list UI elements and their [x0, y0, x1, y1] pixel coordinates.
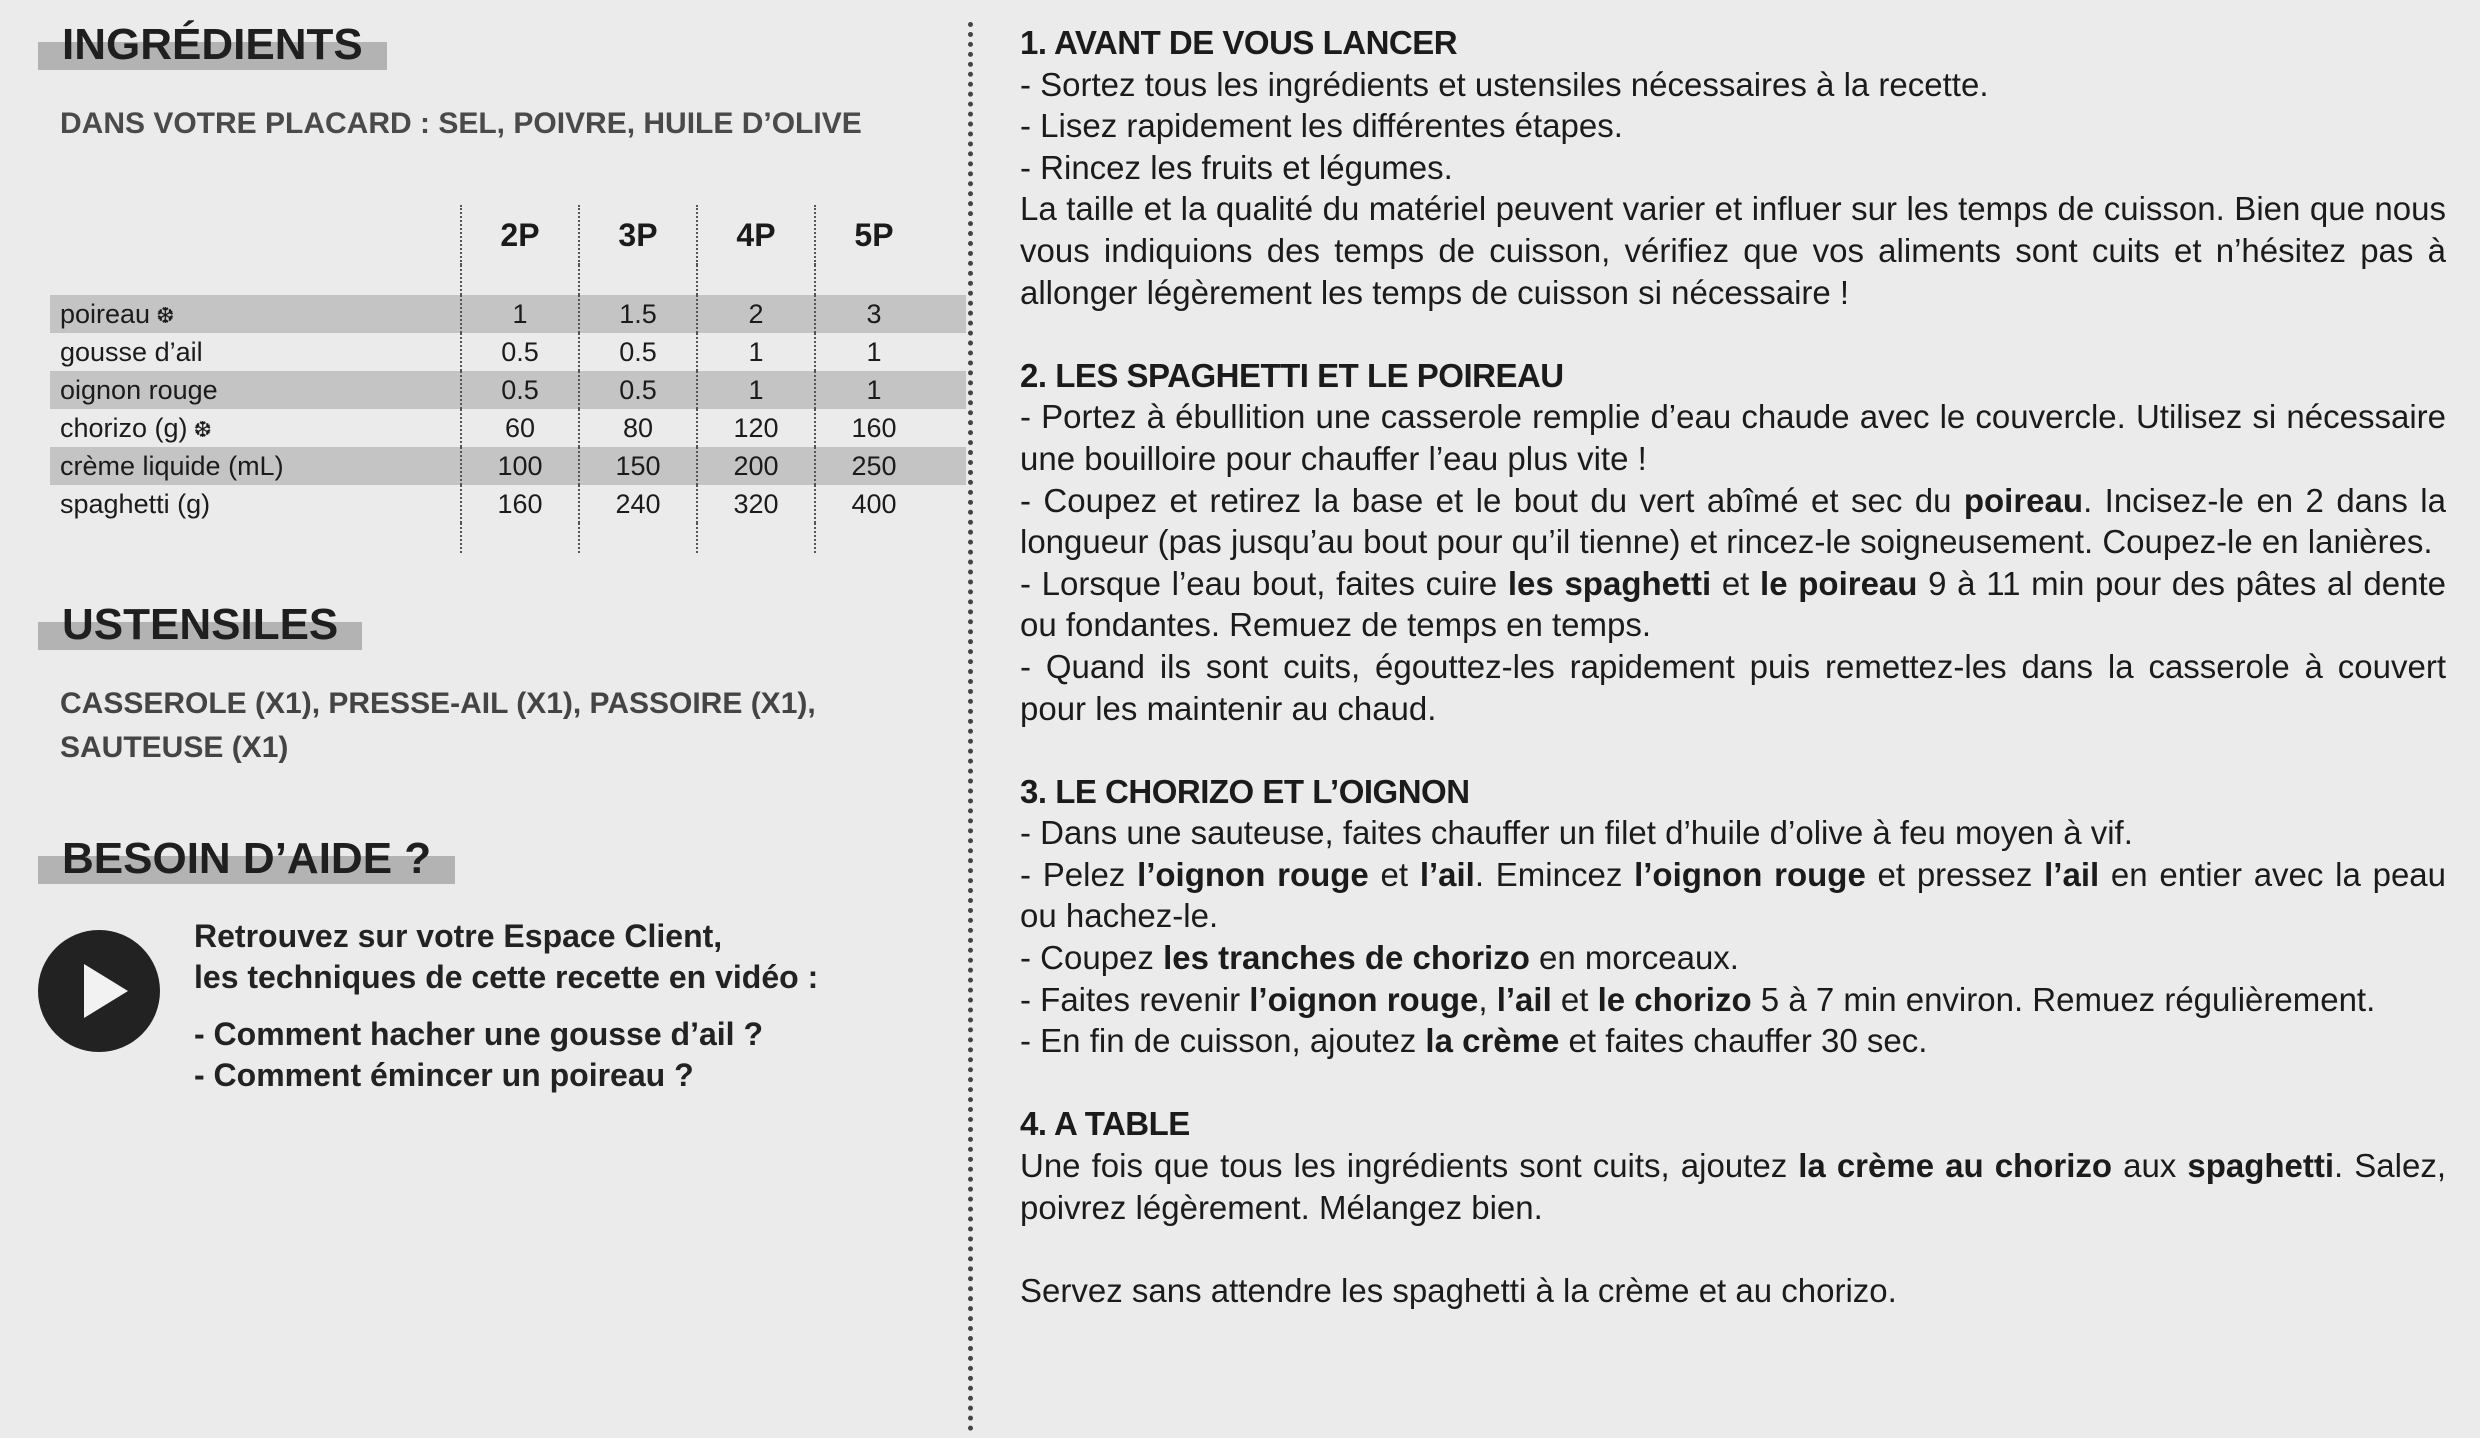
qty-cell: 400	[814, 485, 932, 523]
step-line: Servez sans attendre les spaghetti à la crème et au chorizo.	[1020, 1271, 1897, 1309]
qty-cell: 80	[578, 409, 696, 447]
table-row	[50, 333, 966, 371]
ingredient-name: poireau	[60, 298, 151, 329]
step-line: - Sortez tous les ingrédients et ustensiles nécessaires à la recette.	[1020, 65, 1989, 103]
qty-cell: 160	[460, 485, 578, 523]
table-row	[50, 409, 966, 447]
qty-cell: 250	[814, 447, 932, 485]
qty-cell: 1	[696, 371, 814, 409]
pantry-note: DANS VOTRE PLACARD : SEL, POIVRE, HUILE D’OLIVE	[60, 107, 862, 140]
table-row	[50, 447, 966, 485]
ingredients-heading: INGRÉDIENTS	[38, 18, 387, 72]
qty-cell: 0.5	[460, 371, 578, 409]
step-2-title: 2. LES SPAGHETTI ET LE POIREAU	[1020, 356, 1564, 394]
steps-column	[1020, 22, 2446, 1311]
table-header-row	[50, 205, 966, 265]
table-row	[50, 295, 966, 333]
step-paragraph: La taille et la qualité du matériel peuvent varier et influer sur les temps de cuisson. Bien que nous vous indiquions des temps de cuisson, vérifiez que vos aliments sont cuits et n’hésitez pas à allonger légèrement les temps de cuisson si nécessaire !	[1020, 190, 2446, 311]
step-line: - Lorsque l’eau bout, faites cuire les spaghetti et le poireau 9 à 11 min pour des pâtes al dente ou fondantes. Remuez de temps en temps.	[1020, 564, 2447, 644]
step-line: - Pelez l’oignon rouge et l’ail. Emincez l’oignon rouge et pressez l’ail en entier avec la peau ou hachez-le.	[1020, 855, 2447, 935]
table-row	[50, 485, 966, 523]
qty-cell: 240	[578, 485, 696, 523]
qty-cell: 200	[696, 447, 814, 485]
snowflake-icon: ❆	[156, 302, 175, 328]
step-4-title: 4. A TABLE	[1020, 1105, 1190, 1143]
qty-cell: 3	[814, 295, 932, 333]
video-link-garlic[interactable]: - Comment hacher une gousse d’ail ?	[194, 1016, 763, 1052]
step-line: - Coupez et retirez la base et le bout du vert abîmé et sec du poireau. Incisez-le en 2 dans la longueur (pas jusqu’au bout pour qu’il tienne) et rincez-le soigneusement. Coupez-le en lanières.	[1020, 481, 2446, 561]
qty-cell: 1	[814, 371, 932, 409]
step-1-title: 1. AVANT DE VOUS LANCER	[1020, 24, 1458, 61]
qty-cell: 150	[578, 447, 696, 485]
col-2p: 2P	[460, 205, 578, 265]
qty-cell: 2	[696, 295, 814, 333]
utensils-line: SAUTEUSE (X1)	[60, 731, 289, 764]
table-spacer	[50, 265, 966, 295]
utensils-line: CASSEROLE (X1), PRESSE-AIL (X1), PASSOIRE (X1),	[60, 687, 816, 720]
ingredients-table	[50, 205, 966, 553]
ingredient-name: gousse d’ail	[60, 336, 203, 367]
help-text	[194, 916, 818, 1096]
qty-cell: 1.5	[578, 295, 696, 333]
qty-cell: 1	[814, 333, 932, 371]
ingredient-name: chorizo (g)	[60, 412, 188, 443]
step-3-title: 3. LE CHORIZO ET L’OIGNON	[1020, 772, 1470, 810]
help-line: les techniques de cette recette en vidéo :	[194, 959, 819, 995]
col-3p: 3P	[578, 205, 696, 265]
step-line: - Quand ils sont cuits, égouttez-les rapidement puis remettez-les dans la casserole à couvert pour les maintenir au chaud.	[1020, 647, 2446, 727]
qty-cell: 0.5	[578, 333, 696, 371]
step-line: Une fois que tous les ingrédients sont cuits, ajoutez la crème au chorizo aux spaghetti. Salez, poivrez légèrement. Mélangez bien.	[1020, 1147, 2446, 1226]
step-line: - Portez à ébullition une casserole remplie d’eau chaude avec le couvercle. Utilisez si nécessaire une bouilloire pour chauffer l’eau plus vite !	[1020, 398, 2446, 477]
qty-cell: 320	[696, 485, 814, 523]
utensils-heading: USTENSILES	[38, 598, 362, 652]
qty-cell: 0.5	[460, 333, 578, 371]
ingredient-name: oignon rouge	[60, 374, 218, 405]
table-header-blank	[50, 205, 460, 265]
qty-cell: 120	[696, 409, 814, 447]
qty-cell: 0.5	[578, 371, 696, 409]
step-line: - Lisez rapidement les différentes étapes.	[1020, 107, 1623, 145]
ingredient-name: spaghetti (g)	[60, 488, 211, 519]
table-spacer	[50, 523, 966, 553]
video-link-leek[interactable]: - Comment émincer un poireau ?	[194, 1057, 694, 1093]
qty-cell: 60	[460, 409, 578, 447]
step-line: - Faites revenir l’oignon rouge, l’ail et le chorizo 5 à 7 min environ. Remuez régulièrement.	[1020, 980, 2376, 1018]
qty-cell: 160	[814, 409, 932, 447]
ingredient-name: crème liquide (mL)	[60, 450, 284, 481]
qty-cell: 1	[696, 333, 814, 371]
col-4p: 4P	[696, 205, 814, 265]
qty-cell: 100	[460, 447, 578, 485]
help-line: Retrouvez sur votre Espace Client,	[194, 918, 723, 954]
utensils-list	[60, 682, 816, 770]
step-line: - En fin de cuisson, ajoutez la crème et faites chauffer 30 sec.	[1020, 1022, 1928, 1060]
column-divider	[968, 22, 973, 1432]
step-line: - Coupez les tranches de chorizo en morceaux.	[1020, 939, 1739, 977]
help-heading: BESOIN D’AIDE ?	[38, 832, 455, 886]
col-5p: 5P	[814, 205, 932, 265]
snowflake-icon: ❆	[193, 416, 212, 442]
step-line: - Rincez les fruits et légumes.	[1020, 148, 1453, 186]
play-icon[interactable]	[38, 930, 160, 1052]
step-line: - Dans une sauteuse, faites chauffer un filet d’huile d’olive à feu moyen à vif.	[1020, 814, 2133, 852]
table-row	[50, 371, 966, 409]
qty-cell: 1	[460, 295, 578, 333]
